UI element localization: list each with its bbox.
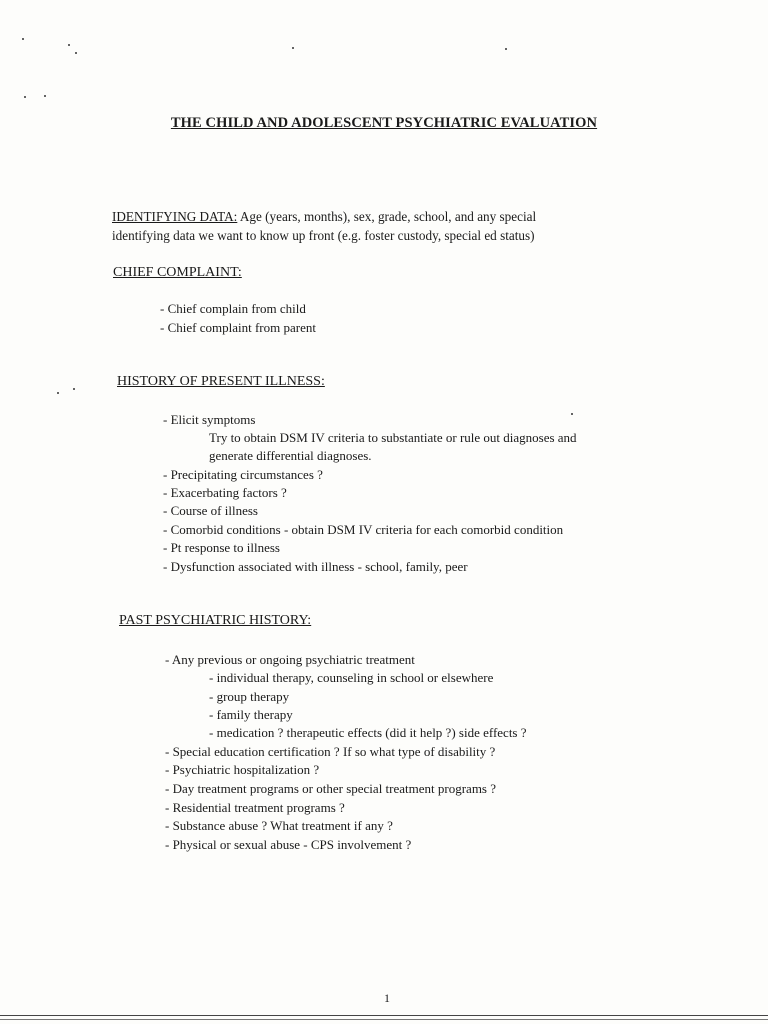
identifying-data-section	[112, 207, 712, 245]
list-item: - Psychiatric hospitalization ?	[165, 762, 320, 777]
document-title: THE CHILD AND ADOLESCENT PSYCHIATRIC EVALUATION	[170, 115, 598, 131]
list-item-sub: - family therapy	[209, 707, 293, 722]
scan-speck	[68, 44, 70, 46]
list-item: - Chief complaint from parent	[160, 320, 316, 335]
scan-speck	[57, 392, 59, 394]
list-item: - Dysfunction associated with illness - school, family, peer	[163, 559, 468, 574]
past-psychiatric-history-heading: PAST PSYCHIATRIC HISTORY:	[119, 613, 312, 628]
list-item: - Substance abuse ? What treatment if any ?	[165, 818, 393, 833]
footer-rule	[0, 1015, 768, 1016]
list-item: - Any previous or ongoing psychiatric treatment	[165, 652, 415, 667]
list-item: - Elicit symptoms	[163, 412, 256, 427]
scan-speck	[75, 52, 77, 54]
scan-speck	[571, 413, 573, 415]
list-item: - Physical or sexual abuse - CPS involvement ?	[165, 837, 412, 852]
scan-speck	[73, 388, 75, 390]
list-item: - Chief complain from child	[160, 301, 306, 316]
list-item: - Comorbid conditions - obtain DSM IV criteria for each comorbid condition	[163, 522, 564, 537]
page-number: 1	[384, 991, 390, 1005]
scan-speck	[292, 47, 294, 49]
list-item-sub: - individual therapy, counseling in school or elsewhere	[209, 670, 494, 685]
list-item-sub: Try to obtain DSM IV criteria to substantiate or rule out diagnoses and	[209, 430, 577, 445]
list-item: - Exacerbating factors ?	[163, 485, 287, 500]
list-item: - Residential treatment programs ?	[165, 800, 345, 815]
list-item: - Precipitating circumstances ?	[163, 467, 323, 482]
scan-speck	[22, 38, 24, 40]
footer-rule	[0, 1019, 768, 1020]
list-item: - Day treatment programs or other special treatment programs ?	[165, 781, 497, 796]
list-item-sub: - medication ? therapeutic effects (did it help ?) side effects ?	[209, 725, 527, 740]
list-item: - Course of illness	[163, 503, 258, 518]
scan-speck	[505, 48, 507, 50]
list-item: - Special education certification ? If so what type of disability ?	[165, 744, 496, 759]
chief-complaint-heading: CHIEF COMPLAINT:	[113, 265, 242, 280]
scan-speck	[24, 96, 26, 98]
list-item-sub: generate differential diagnoses.	[209, 448, 372, 463]
identifying-data-text: Age (years, months), sex, grade, school, and any special	[237, 209, 537, 224]
list-item: - Pt response to illness	[163, 540, 280, 555]
identifying-data-heading: IDENTIFYING DATA:	[112, 209, 238, 224]
identifying-data-text-line2: identifying data we want to know up front (e.g. foster custody, special ed status)	[112, 228, 535, 243]
list-item-sub: - group therapy	[209, 689, 290, 704]
scan-speck	[44, 95, 46, 97]
history-present-illness-heading: HISTORY OF PRESENT ILLNESS:	[117, 374, 325, 389]
